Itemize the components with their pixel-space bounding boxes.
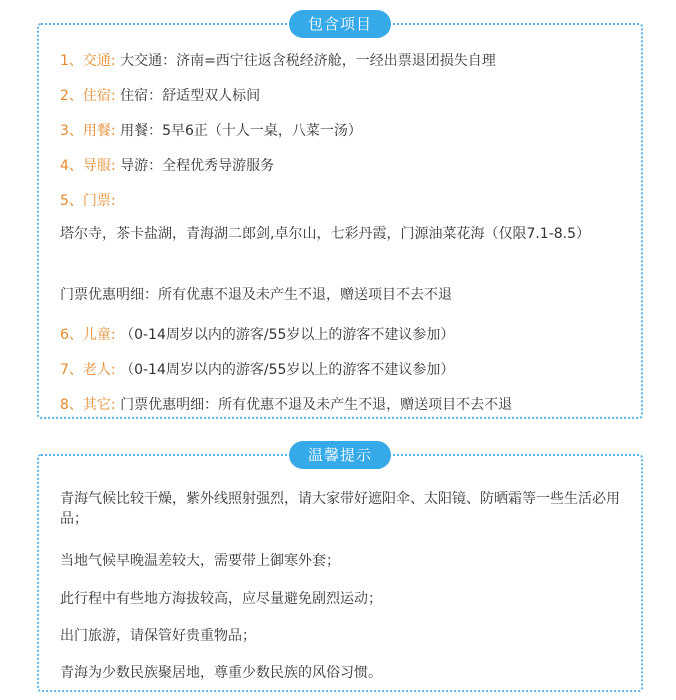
inclusion-item-hotel — [60, 86, 627, 106]
inclusion-label: 4、导服: — [60, 158, 116, 174]
inclusion-label: 8、其它: — [60, 397, 116, 413]
inclusion-item-guide — [60, 156, 627, 176]
inclusion-text: 住宿：舒适型双人标间 — [120, 88, 261, 104]
inclusion-item-meals — [60, 121, 627, 141]
tip-item: 当地气候早晚温差较大，需要带上御寒外套； — [60, 553, 340, 569]
inclusion-text: 导游：全程优秀导游服务 — [120, 158, 275, 174]
inclusion-item-elderly — [60, 360, 627, 380]
inclusion-label: 2、住宿: — [60, 88, 116, 104]
tip-item: 青海气候比较干燥，紫外线照射强烈，请大家带好遮阳伞、太阳镜、防晒霜等一些生活必用品； — [60, 491, 620, 527]
inclusion-item-traffic — [60, 51, 627, 71]
inclusion-text: 门票优惠明细：所有优惠不退及未产生不退，赠送项目不去不退 — [120, 397, 513, 413]
tips-section — [37, 446, 643, 692]
inclusion-label: 1、交通: — [60, 53, 116, 69]
inclusion-label: 6、儿童: — [60, 327, 116, 343]
inclusion-label: 3、用餐: — [60, 123, 116, 139]
inclusion-item-children — [60, 325, 627, 345]
tip-item: 此行程中有些地方海拔较高，应尽量避免剧烈运动； — [60, 591, 382, 607]
inclusion-label: 5、门票: — [60, 193, 116, 209]
inclusion-text: 用餐：5早6正（十人一桌，八菜一汤） — [120, 123, 362, 139]
tip-item: 出门旅游，请保管好贵重物品； — [60, 628, 256, 644]
tickets-note: 门票优惠明细：所有优惠不退及未产生不退，赠送项目不去不退 — [60, 287, 452, 303]
inclusion-text: 大交通：济南=西宁往返含税经济舱，一经出票退团损失自理 — [120, 53, 496, 69]
inclusion-label: 7、老人: — [60, 362, 116, 378]
inclusion-item-other — [60, 395, 627, 415]
tip-item: 青海为少数民族聚居地，尊重少数民族的风俗习惯。 — [60, 665, 382, 681]
tickets-text: 塔尔寺，茶卡盐湖，青海湖二郎剑,卓尔山，七彩丹霞，门源油菜花海（仅限7.1-8.5） — [60, 226, 591, 242]
inclusion-text: （0-14周岁以内的游客/55岁以上的游客不建议参加） — [120, 327, 455, 343]
inclusions-section — [37, 15, 643, 419]
inclusion-text: （0-14周岁以内的游客/55岁以上的游客不建议参加） — [120, 362, 455, 378]
inclusion-item-tickets — [60, 191, 627, 211]
tips-title: 温馨提示 — [289, 441, 391, 469]
inclusions-title: 包含项目 — [289, 10, 391, 38]
